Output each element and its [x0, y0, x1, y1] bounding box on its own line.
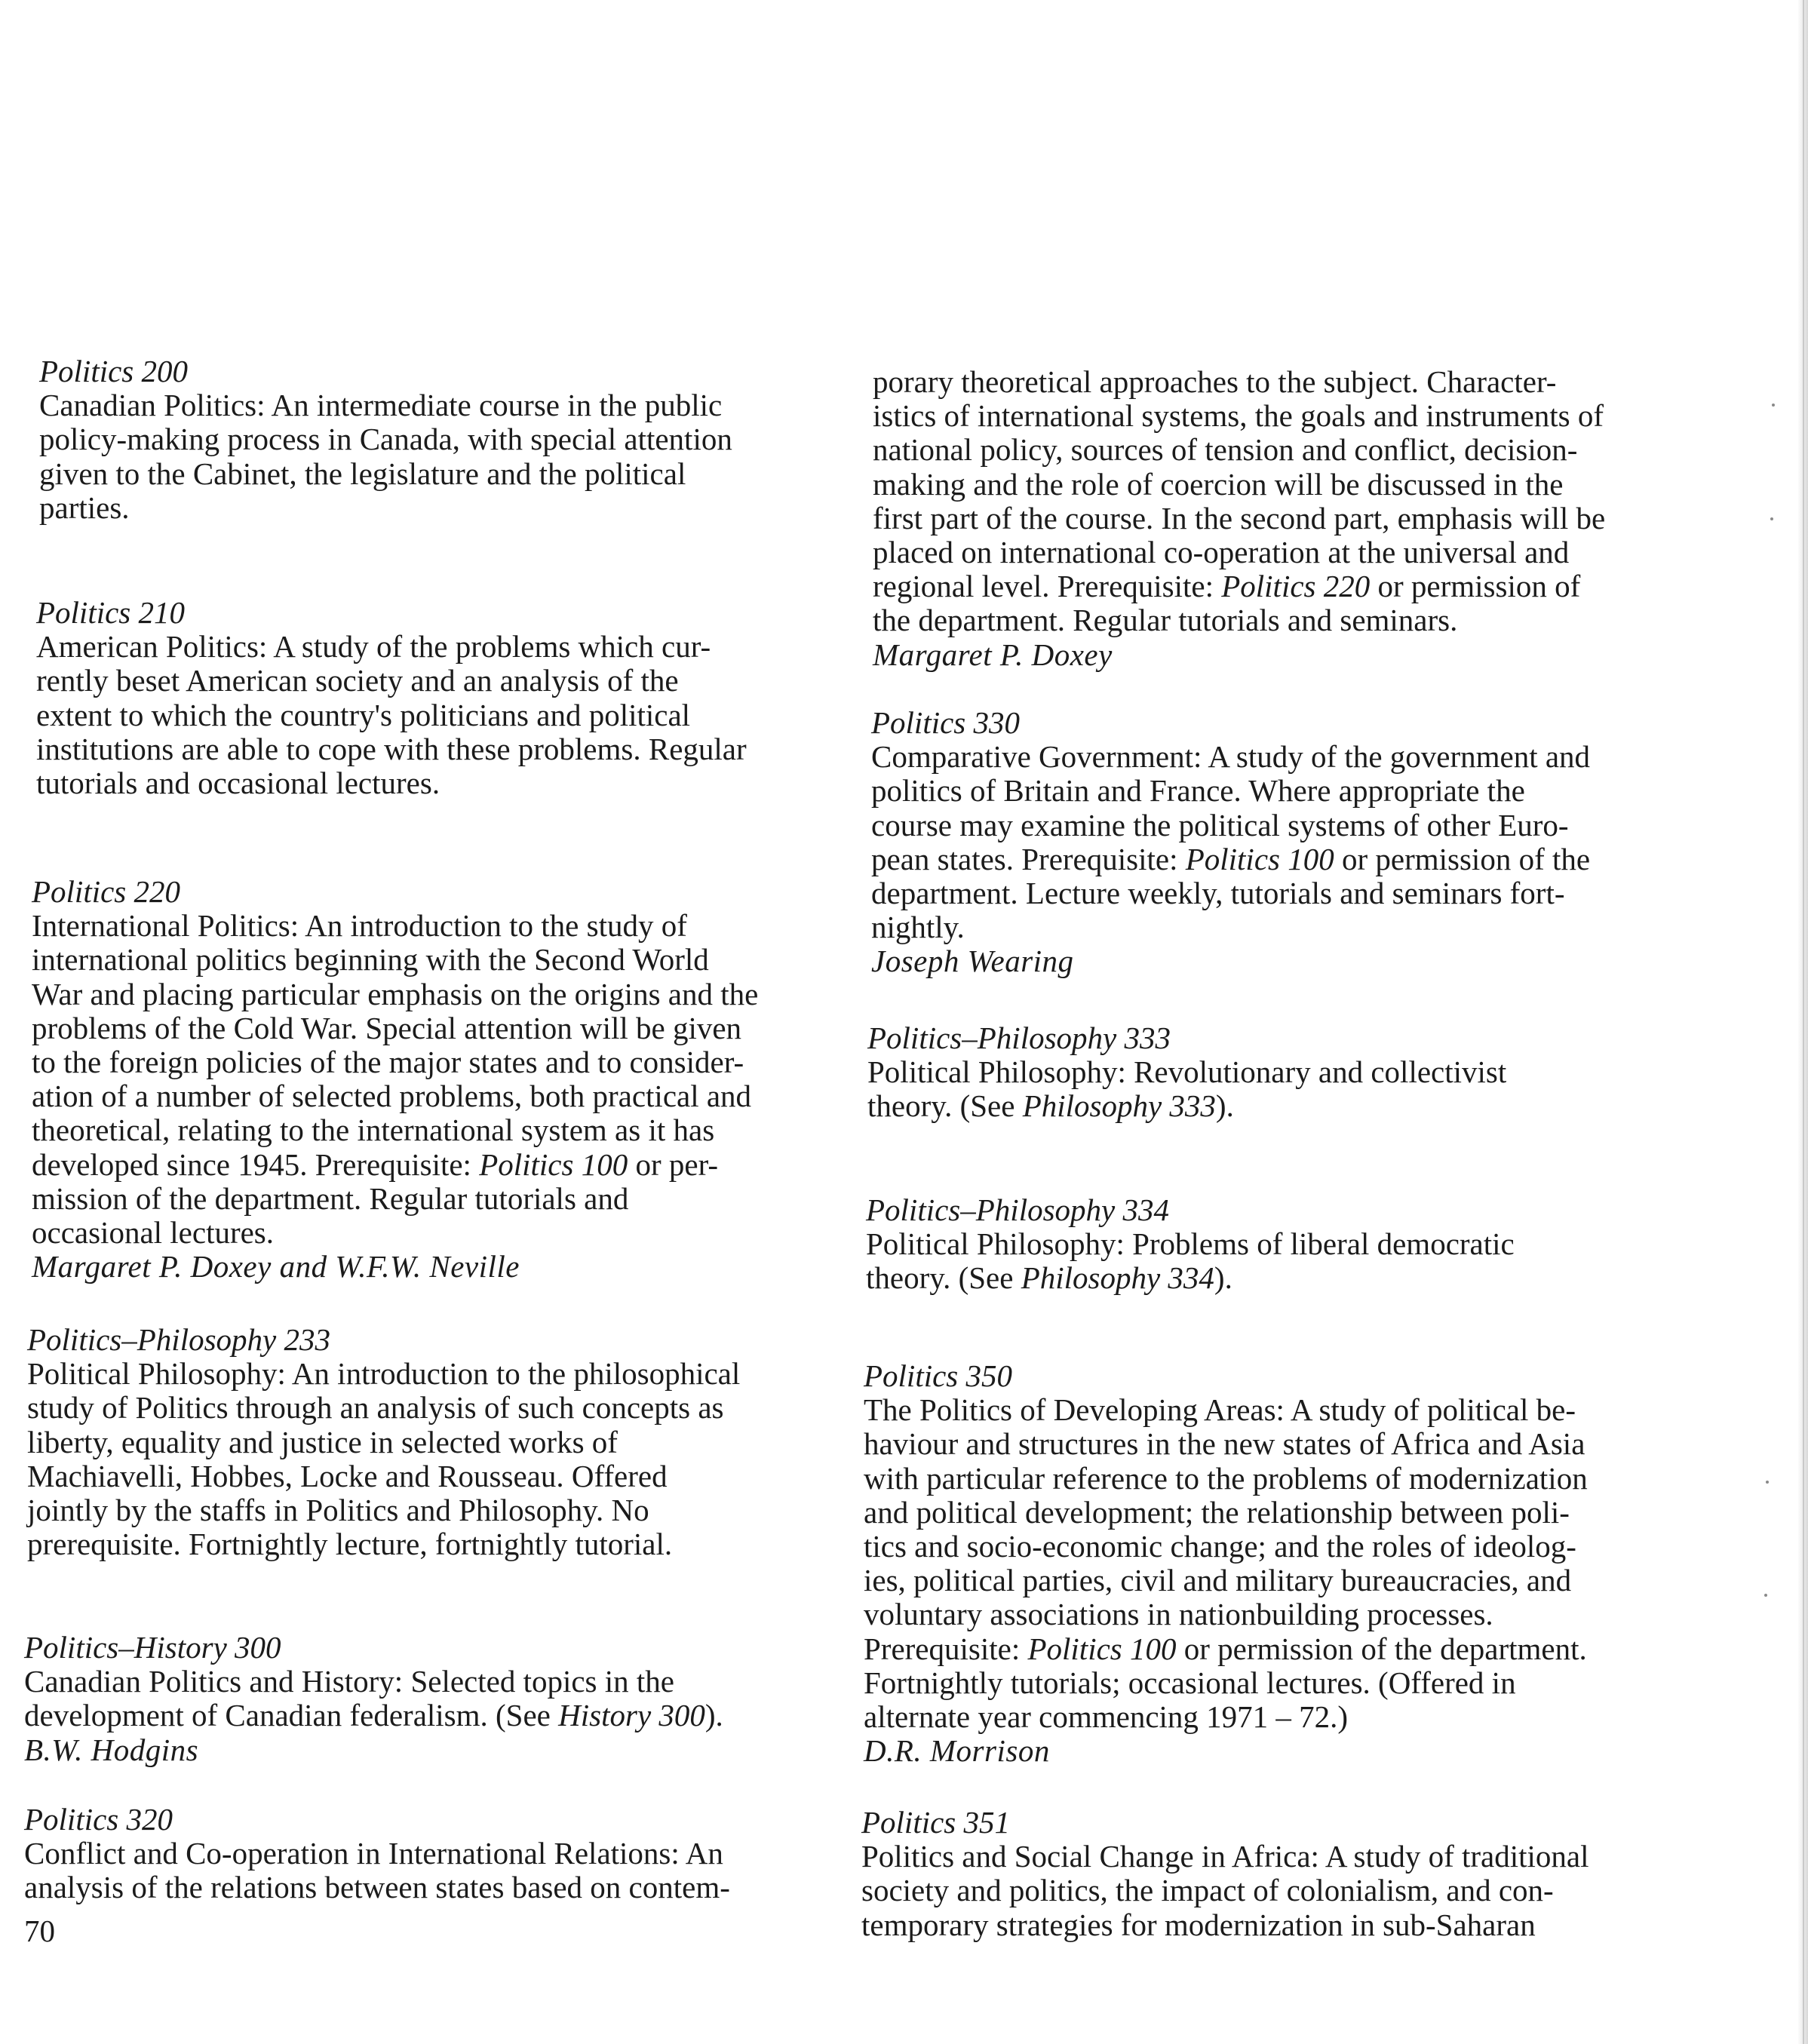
course-description-line: occasional lectures. — [32, 1215, 275, 1251]
course-description-line: extent to which the country's politicians and political — [36, 697, 691, 732]
course-description-line: Political Philosophy: Problems of liberal democratic — [866, 1226, 1515, 1262]
course-entry-politics-210 — [36, 596, 747, 800]
course-description-line: Conflict and Co-operation in International Relations: An — [24, 1836, 723, 1871]
course-description-line: making and the role of coercion will be discussed in the — [873, 466, 1564, 502]
course-description-line: alternate year commencing 1971 – 72.) — [864, 1699, 1349, 1735]
course-entry-politics-350 — [864, 1359, 1588, 1768]
see-text: theory. (See — [866, 1260, 1021, 1296]
course-entry-politics-351 — [861, 1806, 1589, 1942]
course-description-line: rently beset American society and an analysis of the — [36, 663, 679, 698]
prerequisite-course-reference: Politics 220 — [1221, 569, 1371, 604]
course-entry-politics-philosophy-233 — [27, 1323, 740, 1561]
course-prerequisite-line — [871, 842, 1590, 876]
course-description-line: tutorials and occasional lectures. — [36, 766, 440, 801]
course-description-line: national policy, sources of tension and conflict, decision- — [873, 432, 1578, 468]
course-prerequisite-line — [32, 1148, 758, 1182]
prerequisite-text-tail: or per- — [628, 1146, 719, 1182]
prerequisite-course-reference: Politics 100 — [1027, 1631, 1177, 1666]
course-description-line: Politics and Social Change in Africa: A study of traditional — [861, 1839, 1589, 1874]
course-description-line: liberty, equality and justice in selected works of — [27, 1424, 618, 1459]
course-description-line: tics and socio-economic change; and the roles of ideolog- — [864, 1529, 1576, 1564]
course-description-line: haviour and structures in the new states of Africa and Asia — [864, 1426, 1585, 1462]
course-description-line: nightly. — [871, 910, 965, 945]
scan-speck — [1772, 404, 1775, 407]
course-description-line: Fortnightly tutorials; occasional lectures. (Offered in — [864, 1665, 1516, 1700]
course-description-line: Canadian Politics: An intermediate course in the public — [39, 388, 723, 423]
course-description-line: parties. — [39, 490, 130, 525]
course-description-line: International Politics: An introduction to the study of — [32, 908, 687, 944]
course-description-line: Comparative Government: A study of the government and — [871, 739, 1591, 775]
course-description-line: department. Lecture weekly, tutorials and seminars fort- — [871, 876, 1565, 911]
course-description-line: politics of Britain and France. Where appropriate the — [871, 773, 1525, 809]
prerequisite-course-reference: Politics 100 — [1185, 841, 1334, 876]
course-entry-politics-history-300 — [24, 1631, 723, 1767]
page-number: 70 — [24, 1914, 55, 1948]
course-description-line: War and placing particular emphasis on the origins and the — [32, 976, 759, 1011]
prerequisite-text: Prerequisite: — [864, 1631, 1028, 1666]
course-description-line: Machiavelli, Hobbes, Locke and Rousseau. Offered — [27, 1458, 668, 1493]
course-description-line: temporary strategies for modernization in sub-Saharan — [861, 1907, 1536, 1942]
course-description-line: the department. Regular tutorials and seminars. — [873, 603, 1458, 638]
course-instructor: Joseph Wearing — [871, 944, 1074, 979]
course-description-line: course may examine the political systems of other Euro- — [871, 807, 1569, 842]
course-code: Politics–History 300 — [24, 1630, 281, 1665]
course-description-line: porary theoretical approaches to the subject. Character- — [873, 364, 1557, 399]
course-entry-politics-330 — [871, 706, 1590, 979]
course-code: Politics 200 — [39, 354, 189, 388]
course-description-line: study of Politics through an analysis of such concepts as — [27, 1390, 724, 1426]
scan-speck — [1764, 1594, 1767, 1597]
course-entry-politics-200 — [39, 354, 732, 525]
course-instructor: Margaret P. Doxey and W.F.W. Neville — [32, 1249, 520, 1284]
course-description-line: with particular reference to the problems of modernization — [864, 1460, 1588, 1496]
course-code: Politics–Philosophy 233 — [27, 1322, 330, 1357]
course-entry-politics-320-continued — [873, 365, 1605, 672]
course-entry-politics-220 — [32, 875, 758, 1284]
scan-speck — [1770, 517, 1773, 520]
course-description-line: theoretical, relating to the international system as it has — [32, 1113, 715, 1148]
cross-reference: Philosophy 333 — [1022, 1088, 1216, 1124]
course-description-line: istics of international systems, the goals and instruments of — [873, 398, 1604, 434]
course-description-line: policy-making process in Canada, with special attention — [39, 422, 732, 457]
course-description-line: given to the Cabinet, the legislature and the political — [39, 456, 686, 491]
cross-reference: Philosophy 334 — [1021, 1260, 1214, 1296]
course-code: Politics 350 — [864, 1358, 1013, 1393]
course-code: Politics 320 — [24, 1802, 173, 1837]
course-code: Politics–Philosophy 333 — [867, 1020, 1171, 1055]
prerequisite-text-tail: or permission of the department. — [1176, 1631, 1587, 1666]
course-description-line: Canadian Politics and History: Selected topics in the — [24, 1664, 674, 1699]
course-description-line: society and politics, the impact of colonialism, and con- — [861, 1873, 1554, 1908]
course-prerequisite-line — [873, 569, 1605, 603]
course-description-line: ies, political parties, civil and military bureaucracies, and — [864, 1563, 1572, 1598]
course-description-line: voluntary associations in nationbuilding processes. — [864, 1597, 1493, 1632]
course-description-line: to the foreign policies of the major states and to consider- — [32, 1045, 744, 1080]
course-description-line: American Politics: A study of the problems which cur- — [36, 629, 711, 664]
course-description-line: mission of the department. Regular tutorials and — [32, 1180, 629, 1216]
cross-reference: History 300 — [558, 1698, 705, 1733]
course-description-line: The Politics of Developing Areas: A study of political be- — [864, 1392, 1576, 1428]
course-description-line: problems of the Cold War. Special attention will be given — [32, 1010, 742, 1045]
course-description-line: jointly by the staffs in Politics and Philosophy. No — [27, 1493, 649, 1528]
course-description-line: Political Philosophy: An introduction to the philosophical — [27, 1356, 741, 1392]
course-entry-politics-philosophy-333 — [867, 1021, 1506, 1124]
course-description-line: Political Philosophy: Revolutionary and collectivist — [867, 1054, 1507, 1090]
see-text-tail: ). — [1215, 1088, 1234, 1124]
course-description-line: placed on international co-operation at the universal and — [873, 535, 1570, 570]
course-description-line: and political development; the relationship between poli- — [864, 1494, 1570, 1530]
course-prerequisite-line — [864, 1632, 1588, 1666]
prerequisite-text-tail: or permission of — [1370, 569, 1581, 604]
course-code: Politics 351 — [861, 1805, 1011, 1840]
prerequisite-text: developed since 1945. Prerequisite: — [32, 1146, 480, 1182]
prerequisite-text: pean states. Prerequisite: — [871, 841, 1186, 876]
course-see-line — [866, 1261, 1515, 1295]
course-description-line: analysis of the relations between states based on contem- — [24, 1870, 730, 1905]
course-see-line — [24, 1699, 723, 1732]
course-code: Politics 330 — [871, 705, 1021, 740]
see-text-tail: ). — [704, 1698, 723, 1733]
scan-speck — [1766, 1481, 1769, 1484]
prerequisite-text: regional level. Prerequisite: — [873, 569, 1222, 604]
course-description-line: ation of a number of selected problems, both practical and — [32, 1079, 752, 1114]
course-entry-politics-philosophy-334 — [866, 1193, 1515, 1296]
course-code: Politics–Philosophy 334 — [866, 1192, 1169, 1227]
page-edge-line — [1803, 0, 1804, 2044]
see-text-tail: ). — [1214, 1260, 1232, 1296]
course-description-line: first part of the course. In the second part, emphasis will be — [873, 500, 1606, 536]
see-text: theory. (See — [867, 1088, 1023, 1124]
course-instructor: B.W. Hodgins — [24, 1732, 199, 1767]
course-code: Politics 220 — [32, 874, 181, 909]
course-description-line: prerequisite. Fortnightly lecture, fortnightly tutorial. — [27, 1527, 673, 1562]
course-description-line: institutions are able to cope with these problems. Regular — [36, 731, 747, 766]
course-description-line: international politics beginning with the Second World — [32, 942, 709, 977]
course-code: Politics 210 — [36, 595, 186, 630]
course-see-line — [867, 1089, 1506, 1123]
course-entry-politics-320 — [24, 1803, 730, 1905]
prerequisite-text-tail: or permission of the — [1334, 841, 1591, 876]
see-text: development of Canadian federalism. (See — [24, 1698, 559, 1733]
course-instructor: Margaret P. Doxey — [873, 637, 1113, 672]
prerequisite-course-reference: Politics 100 — [479, 1146, 628, 1182]
course-instructor: D.R. Morrison — [864, 1733, 1050, 1769]
